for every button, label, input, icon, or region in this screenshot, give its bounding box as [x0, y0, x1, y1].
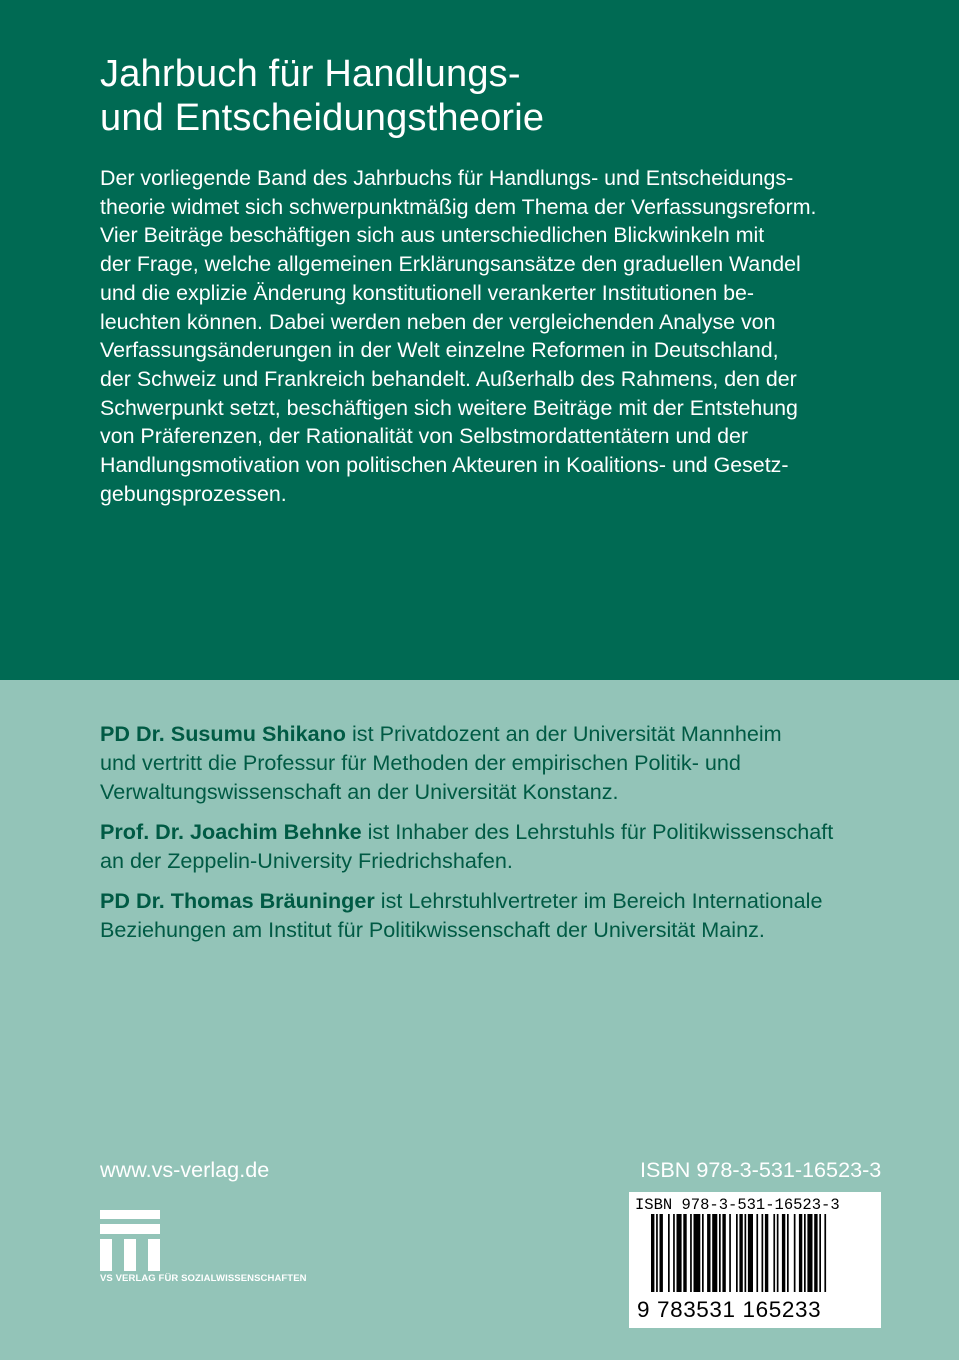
- description-line: Vier Beiträge beschäftigen sich aus unterschiedlichen Blickwinkeln mit: [100, 223, 765, 248]
- author-name: PD Dr. Thomas Bräuninger: [100, 888, 375, 913]
- author-bio-text: ist Lehrstuhlvertreter im Bereich Internationale: [374, 888, 823, 913]
- book-description: [100, 164, 880, 508]
- description-line: Schwerpunkt setzt, beschäftigen sich weitere Beiträge mit der Entstehung: [100, 395, 798, 420]
- description-line: theorie widmet sich schwerpunktmäßig dem Thema der Verfassungsreform.: [100, 194, 817, 219]
- barcode: [629, 1192, 881, 1328]
- description-line: gebungsprozessen.: [100, 481, 287, 506]
- book-title-line-1: Jahrbuch für Handlungs-: [100, 53, 521, 95]
- book-title-line-2: und Entscheidungstheorie: [100, 97, 545, 139]
- barcode-number-text: 9 783531 165233: [637, 1297, 822, 1322]
- description-line: leuchten können. Dabei werden neben der vergleichenden Analyse von: [100, 309, 776, 334]
- description-line: und die explizie Änderung konstitutionell verankerter Institutionen be-: [100, 280, 755, 305]
- barcode-isbn-text: ISBN 978-3-531-16523-3: [635, 1196, 840, 1214]
- author-bio-behnke: [100, 818, 900, 876]
- isbn-label: ISBN 978-3-531-16523-3: [640, 1157, 882, 1182]
- author-bio-shikano: [100, 720, 900, 806]
- book-title: [100, 52, 860, 140]
- barcode-bars-icon: [651, 1214, 875, 1292]
- author-bio-line: Verwaltungswissenschaft an der Universität Konstanz.: [100, 778, 619, 804]
- description-line: Handlungsmotivation von politischen Akteuren in Koalitions- und Gesetz-: [100, 453, 789, 478]
- author-name: Prof. Dr. Joachim Behnke: [100, 819, 362, 844]
- description-line: der Frage, welche allgemeinen Erklärungsansätze den graduellen Wandel: [100, 252, 801, 277]
- author-bio-text: ist Privatdozent an der Universität Mannheim: [345, 721, 782, 746]
- author-bio-text: ist Inhaber des Lehrstuhls für Politikwissenschaft: [361, 819, 834, 844]
- publisher-caption: VS VERLAG FÜR SOZIALWISSENSCHAFTEN: [100, 1273, 307, 1284]
- publisher-website-link[interactable]: www.vs-verlag.de: [100, 1157, 270, 1182]
- description-line: Der vorliegende Band des Jahrbuchs für Handlungs- und Entscheidungs-: [100, 166, 794, 190]
- author-bio-line: an der Zeppelin-University Friedrichshafen.: [100, 847, 513, 873]
- description-line: von Präferenzen, der Rationalität von Selbstmordattentätern und der: [100, 424, 749, 449]
- author-name: PD Dr. Susumu Shikano: [100, 721, 346, 746]
- description-line: der Schweiz und Frankreich behandelt. Außerhalb des Rahmens, den der: [100, 366, 797, 391]
- description-line: Verfassungsänderungen in der Welt einzelne Reformen in Deutschland,: [100, 338, 779, 363]
- author-bio-line: [100, 720, 900, 749]
- author-bio-braeuninger: [100, 887, 900, 945]
- author-bio-line: [100, 887, 900, 916]
- author-bio-line: Beziehungen am Institut für Politikwissenschaft der Universität Mainz.: [100, 916, 765, 942]
- author-bio-line: und vertritt die Professur für Methoden der empirischen Politik- und: [100, 749, 741, 775]
- author-bio-line: [100, 818, 900, 847]
